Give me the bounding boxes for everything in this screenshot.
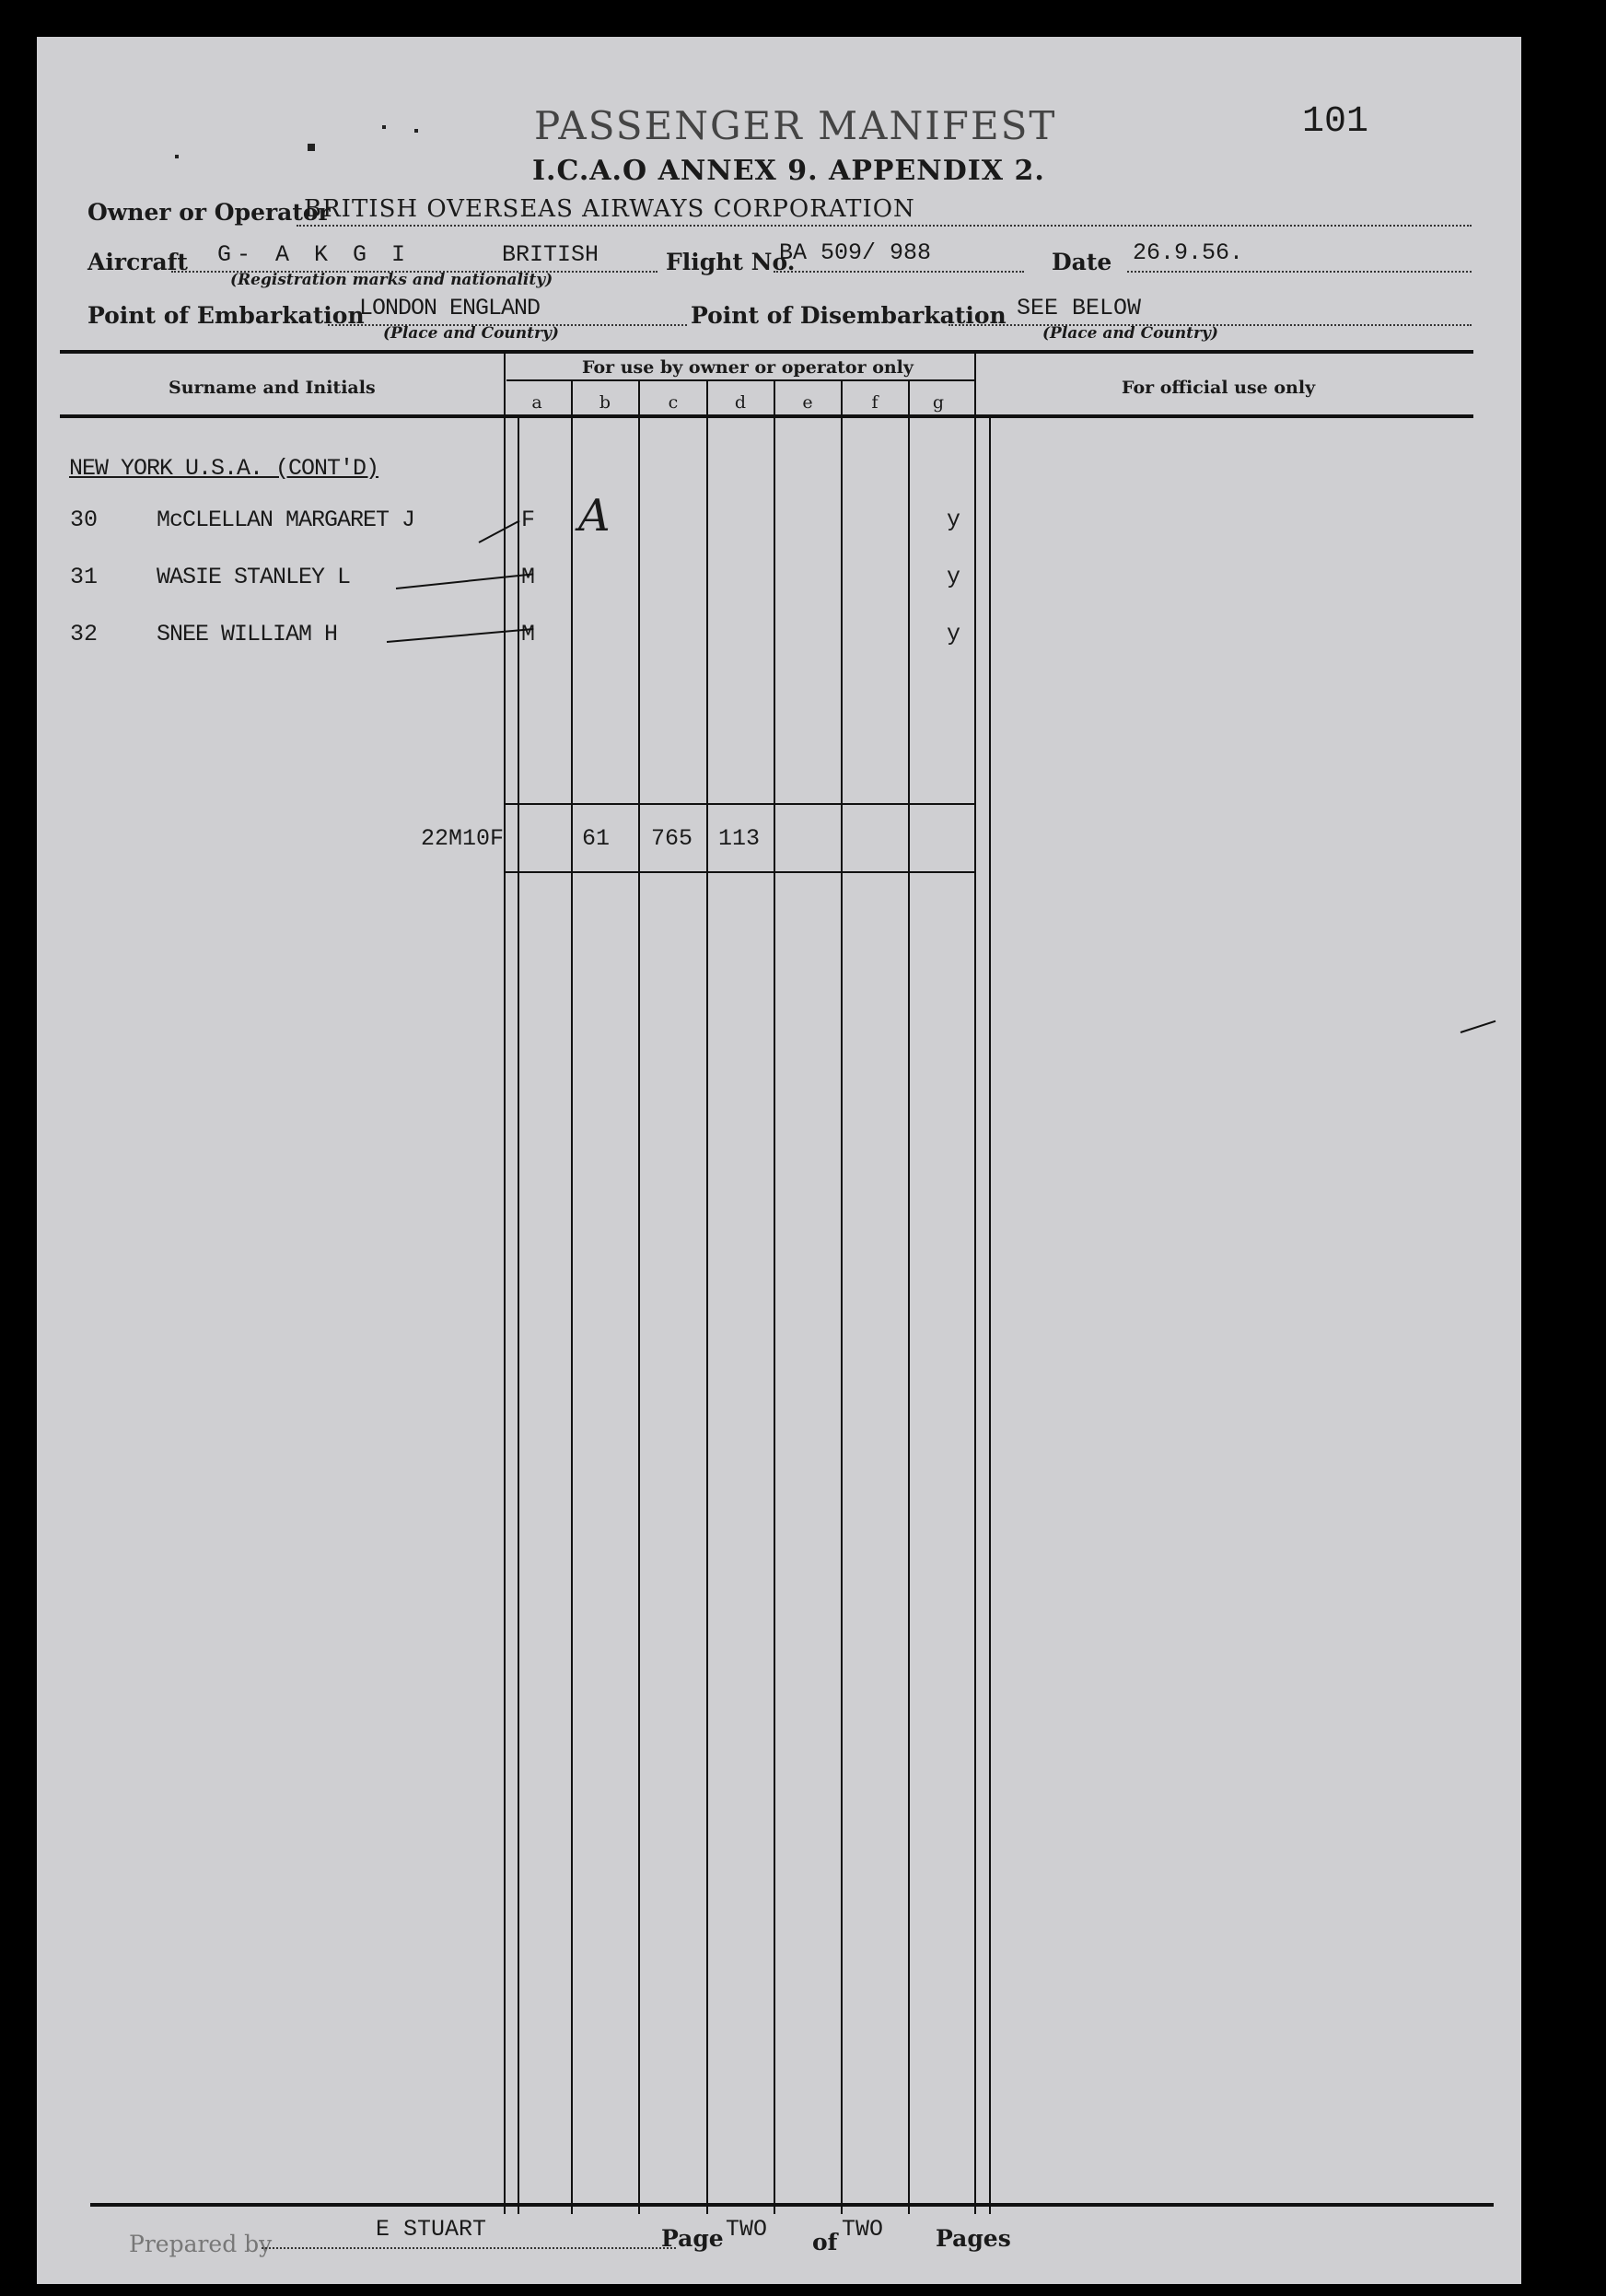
body-vrule-official: [989, 418, 991, 2214]
table-bottom-rule: [90, 2203, 1494, 2207]
prepared-value: E STUART: [376, 2216, 487, 2243]
col-a-value: M: [521, 621, 536, 647]
totals-bottom-rule: [504, 871, 976, 873]
manifest-page: [37, 37, 1521, 2284]
page-number: 101: [1302, 101, 1369, 143]
header-vrule: [638, 381, 640, 416]
col-a-header: a: [531, 392, 542, 413]
pages-label: Pages: [936, 2225, 1011, 2252]
passenger-name: SNEE WILLIAM H: [157, 621, 338, 647]
owner-use-rule: [506, 379, 974, 381]
totals-top-rule: [504, 803, 976, 805]
date-value: 26.9.56.: [1133, 239, 1244, 266]
embarkation-label: Point of Embarkation: [87, 302, 365, 329]
col-b-header: b: [599, 392, 611, 413]
body-vrule: [908, 418, 910, 2214]
disembarkation-label: Point of Disembarkation: [691, 302, 1007, 329]
owner-label: Owner or Operator: [87, 199, 331, 226]
col-f-header: f: [871, 392, 879, 413]
disembarkation-value: SEE BELOW: [1017, 295, 1142, 321]
page-subtitle: I.C.A.O ANNEX 9. APPENDIX 2.: [532, 155, 1045, 187]
date-label: Date: [1052, 249, 1112, 275]
body-vrule: [974, 418, 976, 2214]
header-vrule: [908, 381, 910, 416]
owner-value: BRITISH OVERSEAS AIRWAYS CORPORATION: [304, 195, 915, 223]
flight-value: BA 509/ 988: [779, 239, 932, 266]
speck: [175, 155, 179, 158]
stray-mark: [1461, 1020, 1496, 1033]
page-title: PASSENGER MANIFEST: [534, 103, 1057, 148]
body-vrule: [706, 418, 708, 2214]
aircraft-nationality: BRITISH: [502, 241, 599, 268]
col-c-header: c: [668, 392, 679, 413]
row-number: 31: [70, 564, 99, 590]
date-dotline: [1127, 271, 1472, 273]
disembarkation-caption: (Place and Country): [1042, 324, 1218, 343]
pen-strike-mark: [387, 628, 534, 643]
col-g-value: y: [947, 621, 961, 647]
row-number: 32: [70, 621, 99, 647]
body-vrule-a-inner: [518, 418, 519, 2214]
aircraft-caption: (Registration marks and nationality): [230, 271, 553, 289]
header-vrule: [974, 352, 976, 416]
of-label: of: [812, 2229, 838, 2255]
aircraft-label: Aircraft: [87, 249, 188, 275]
speck: [382, 125, 386, 129]
header-vrule: [504, 352, 506, 416]
col-a-value: F: [521, 507, 536, 533]
passenger-name: WASIE STANLEY L: [157, 564, 351, 590]
embarkation-value: LONDON ENGLAND: [359, 295, 541, 321]
section-heading: NEW YORK U.S.A. (CONT'D): [69, 455, 379, 482]
embarkation-caption: (Place and Country): [383, 324, 559, 343]
aircraft-registration: G- A K G I: [217, 241, 412, 268]
of-value: TWO: [842, 2216, 884, 2243]
header-vrule: [571, 381, 573, 416]
col-d-header: d: [734, 392, 747, 413]
row-number: 30: [70, 507, 99, 533]
body-vrule-a-left: [504, 418, 506, 2214]
totals-c: 765: [651, 825, 693, 852]
header-vrule: [706, 381, 708, 416]
passenger-name: McCLELLAN MARGARET J: [157, 507, 415, 533]
table-header-bottom-rule: [60, 414, 1473, 418]
pen-tick-mark: [479, 520, 520, 543]
totals-label: 22M10F: [421, 825, 505, 852]
speck: [308, 144, 315, 151]
col-a-value: M: [521, 564, 536, 590]
flight-label: Flight No.: [666, 249, 796, 275]
body-vrule: [571, 418, 573, 2214]
page-label: Page: [661, 2225, 724, 2252]
col-official-header: For official use only: [1122, 378, 1316, 398]
totals-d: 113: [718, 825, 761, 852]
header-vrule: [841, 381, 843, 416]
pen-strike-mark: [396, 573, 533, 589]
table-top-rule: [60, 350, 1473, 354]
col-surname-header: Surname and Initials: [169, 378, 376, 398]
owner-dotline: [297, 225, 1472, 227]
col-owner-use-header: For use by owner or operator only: [582, 357, 914, 378]
totals-b: 61: [582, 825, 611, 852]
body-vrule: [841, 418, 843, 2214]
col-g-header: g: [932, 392, 945, 413]
body-vrule: [638, 418, 640, 2214]
prepared-dotline: [262, 2247, 676, 2249]
prepared-label: Prepared by: [129, 2231, 273, 2257]
page-value: TWO: [726, 2216, 768, 2243]
col-b-handwritten: A: [578, 490, 611, 542]
body-vrule: [774, 418, 775, 2214]
col-e-header: e: [802, 392, 813, 413]
col-g-value: y: [947, 507, 961, 533]
flight-dotline: [774, 271, 1024, 273]
header-vrule: [774, 381, 775, 416]
speck: [414, 129, 418, 133]
col-g-value: y: [947, 564, 961, 590]
